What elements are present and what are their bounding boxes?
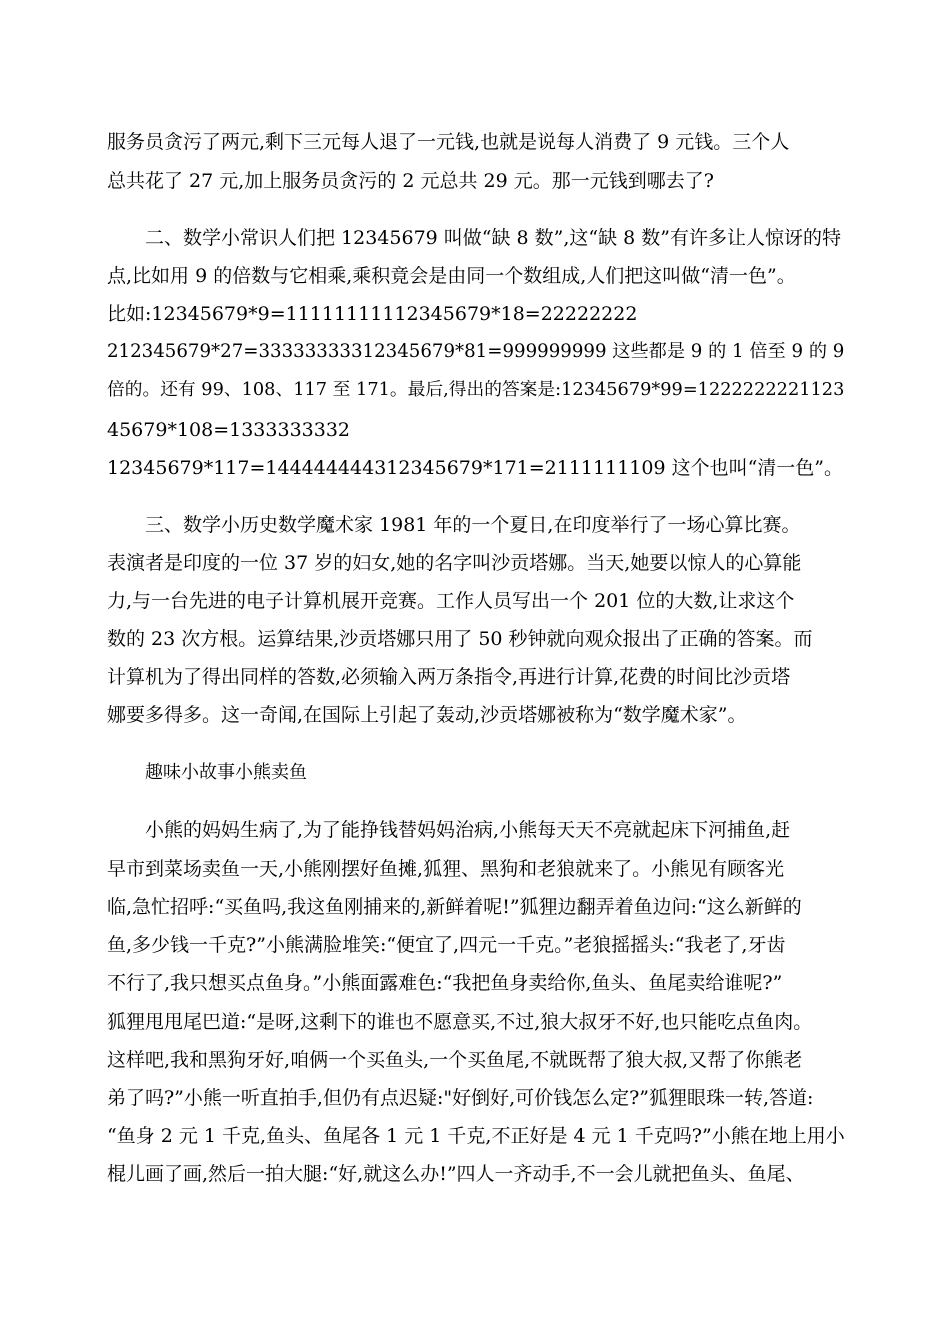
paragraph-4-line-4: 鱼,多少钱一千克?”小熊满脸堆笑:“便宜了,四元一千克。”老狼摇摇头:“我老了,牙齿 xyxy=(107,934,786,956)
paragraph-3-line-4: 数的 23 次方根。运算结果,沙贡塔娜只用了 50 秒钟就向观众报出了正确的答案。而 xyxy=(107,628,813,650)
paragraph-4-line-8: 弟了吗?”小熊一听直拍手,但仍有点迟疑:"好倒好,可价钱怎么定?”狐狸眼珠一转,答道: xyxy=(107,1087,814,1109)
story-title: 趣味小故事小熊卖鱼 xyxy=(145,762,307,783)
paragraph-2-line-6: 45679*108=1333333332 xyxy=(107,419,351,441)
paragraph-4-line-7: 这样吧,我和黑狗牙好,咱俩一个买鱼头,一个买鱼尾,不就既帮了狼大叔,又帮了你熊老 xyxy=(107,1049,803,1071)
paragraph-2-line-2: 点,比如用 9 的倍数与它相乘,乘积竟会是由同一个数组成,人们把这叫做“清一色”。 xyxy=(107,265,796,287)
paragraph-3-line-1: 三、数学小历史数学魔术家 1981 年的一个夏日,在印度举行了一场心算比赛。 xyxy=(145,514,801,536)
paragraph-4-line-1: 小熊的妈妈生病了,为了能挣钱替妈妈治病,小熊每天天不亮就起床下河捕鱼,赶 xyxy=(145,819,791,841)
paragraph-3-line-2: 表演者是印度的一位 37 岁的妇女,她的名字叫沙贡塔娜。当天,她要以惊人的心算能 xyxy=(107,552,802,574)
paragraph-4-line-6: 狐狸甩甩尾巴道:“是呀,这剩下的谁也不愿意买,不过,狼大叔牙不好,也只能吃点鱼肉。 xyxy=(107,1011,813,1033)
paragraph-3-line-3: 力,与一台先进的电子计算机展开竞赛。工作人员写出一个 201 位的大数,让求这个 xyxy=(107,590,795,612)
paragraph-2-line-4: 212345679*27=33333333312345679*81=999999999 这些都是 9 的 1 倍至 9 的 9 xyxy=(107,341,845,362)
paragraph-2-line-7: 12345679*117=144444444312345679*171=2111111109 这个也叫“清一色”。 xyxy=(107,457,844,479)
paragraph-3-line-5: 计算机为了得出同样的答数,必须输入两万条指令,再进行计算,花费的时间比沙贡塔 xyxy=(107,666,791,688)
paragraph-4-line-9: “鱼身 2 元 1 千克,鱼头、鱼尾各 1 元 1 千克,不正好是 4 元 1 千克吗?”小熊在地上用小 xyxy=(107,1125,845,1147)
paragraph-4-line-3: 临,急忙招呼:“买鱼吗,我这鱼刚捕来的,新鲜着呢!”狐狸边翻弄着鱼边问:“这么新鲜的 xyxy=(107,896,802,918)
paragraph-2-line-3: 比如:12345679*9=11111111112345679*18=22222222 xyxy=(107,303,638,325)
paragraph-4-line-2: 早市到菜场卖鱼一天,小熊刚摆好鱼摊,狐狸、黑狗和老狼就来了。小熊见有顾客光 xyxy=(107,858,785,880)
paragraph-2-line-1: 二、数学小常识人们把 12345679 叫做“缺 8 数”,这“缺 8 数”有许多让人惊讶的特 xyxy=(145,227,842,249)
paragraph-4-line-10: 棍儿画了画,然后一拍大腿:“好,就这么办!”四人一齐动手,不一会儿就把鱼头、鱼尾、 xyxy=(107,1163,805,1185)
paragraph-1-line-2: 总共花了 27 元,加上服务员贪污的 2 元总共 29 元。那一元钱到哪去了? xyxy=(107,170,714,192)
paragraph-3-line-6: 娜要多得多。这一奇闻,在国际上引起了轰动,沙贡塔娜被称为“数学魔术家”。 xyxy=(107,704,747,726)
paragraph-1-line-1: 服务员贪污了两元,剩下三元每人退了一元钱,也就是说每人消费了 9 元钱。三个人 xyxy=(107,131,790,153)
paragraph-2-line-5: 倍的。还有 99、108、117 至 171。最后,得出的答案是:12345679*99=1222222221123 xyxy=(107,380,845,400)
paragraph-4-line-5: 不行了,我只想买点鱼身。”小熊面露难色:“我把鱼身卖给你,鱼头、鱼尾卖给谁呢?” xyxy=(107,972,783,994)
